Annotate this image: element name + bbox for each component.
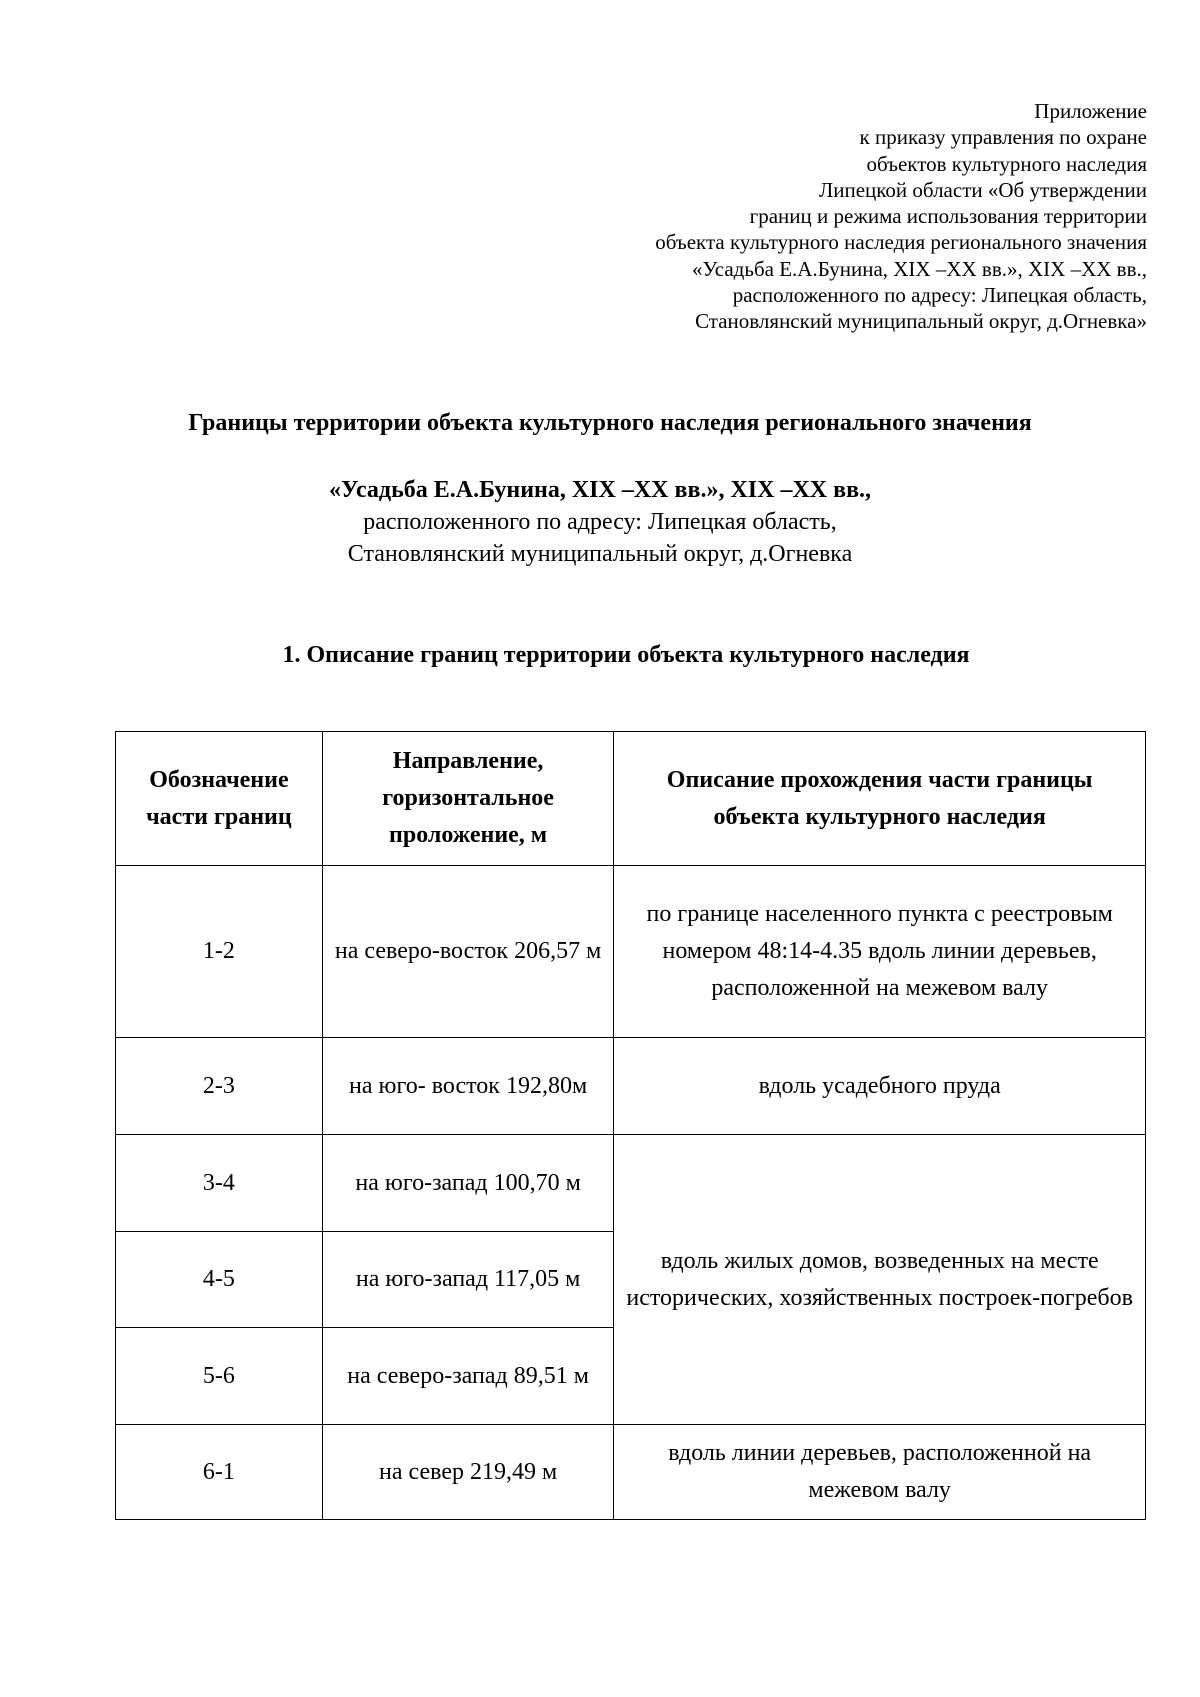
cell-direction: на северо-восток 206,57 м — [322, 866, 614, 1038]
table-row — [116, 1135, 1146, 1232]
cell-direction: на юго- восток 192,80м — [322, 1038, 614, 1135]
cell-description: по границе населенного пункта с реестровым номером 48:14-4.35 вдоль линии деревьев, расположенной на межевом валу — [614, 866, 1146, 1038]
appendix-line: расположенного по адресу: Липецкая область, — [732, 283, 1147, 308]
section-title — [0, 642, 1200, 669]
table-row — [116, 1425, 1146, 1520]
appendix-line: объектов культурного наследия — [866, 151, 1147, 176]
cell-part: 2-3 — [116, 1038, 323, 1135]
object-name: «Усадьба Е.А.Бунина, XIX –XX вв.», XIX –XX вв., — [328, 477, 872, 503]
appendix-line: Липецкой области «Об утверждении — [819, 177, 1147, 202]
cell-part: 5-6 — [116, 1328, 323, 1425]
object-address-line-1: расположенного по адресу: Липецкая область, — [363, 509, 837, 535]
table-header-row — [116, 732, 1146, 866]
object-address-line-2: Становлянский муниципальный округ, д.Огневка — [347, 541, 853, 567]
appendix-line: границ и режима использования территории — [749, 204, 1147, 229]
cell-part: 4-5 — [116, 1232, 323, 1328]
appendix-block — [447, 98, 1147, 335]
cell-description: вдоль линии деревьев, расположенной на межевом валу — [614, 1425, 1146, 1520]
cell-description: вдоль усадебного пруда — [614, 1038, 1146, 1135]
boundary-table — [115, 731, 1146, 1520]
appendix-line: объекта культурного наследия регионального значения — [655, 230, 1147, 255]
appendix-line: к приказу управления по охране — [859, 125, 1147, 150]
cell-part: 3-4 — [116, 1135, 323, 1232]
appendix-line: «Усадьба Е.А.Бунина, XIX –XX вв.», XIX –XX вв., — [691, 256, 1147, 281]
table-row — [116, 866, 1146, 1038]
document-title-text: Границы территории объекта культурного наследия регионального значения — [188, 410, 1032, 436]
header-direction: Направление, горизонтальное проложение, м — [322, 732, 614, 866]
cell-direction: на юго-запад 117,05 м — [322, 1232, 614, 1328]
object-block — [0, 474, 1200, 570]
cell-direction: на северо-запад 89,51 м — [322, 1328, 614, 1425]
section-title-text: 1. Описание границ территории объекта культурного наследия — [282, 642, 970, 668]
appendix-line: Становлянский муниципальный округ, д.Огневка» — [695, 309, 1147, 334]
header-part: Обозначение части границ — [116, 732, 323, 866]
appendix-line: Приложение — [1034, 99, 1147, 123]
table-row — [116, 1038, 1146, 1135]
cell-part: 1-2 — [116, 866, 323, 1038]
cell-part: 6-1 — [116, 1425, 323, 1520]
cell-direction: на север 219,49 м — [322, 1425, 614, 1520]
header-description: Описание прохождения части границы объекта культурного наследия — [614, 732, 1146, 866]
cell-direction: на юго-запад 100,70 м — [322, 1135, 614, 1232]
cell-description-merged: вдоль жилых домов, возведенных на месте исторических, хозяйственных построек-погребов — [614, 1135, 1146, 1425]
document-title — [0, 410, 1200, 437]
